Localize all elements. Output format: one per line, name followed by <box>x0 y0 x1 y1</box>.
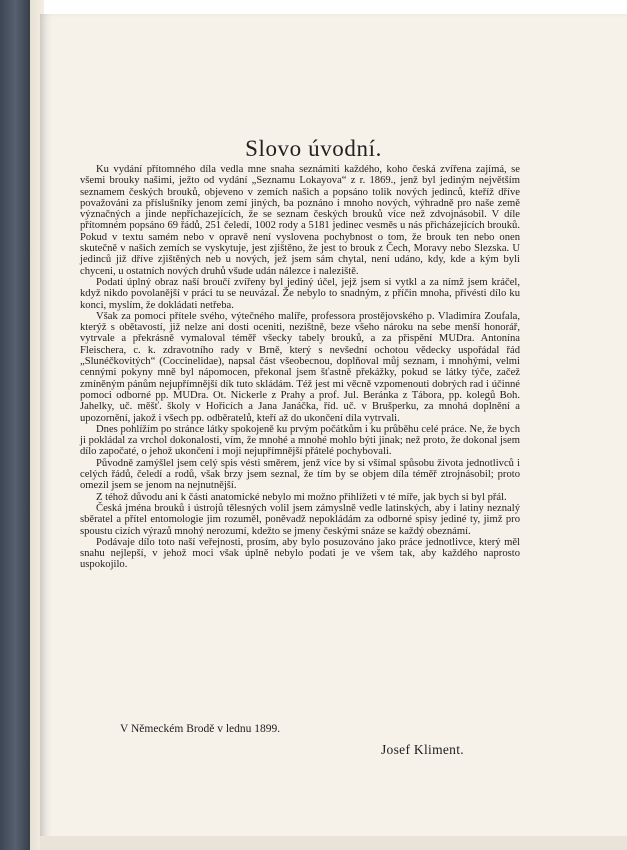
paragraph: Ku vydání přítomného díla vedla mne snaha seznámiti každého, koho česká zvířena zajímá, se všemi brouky našimi, ježto od vydání „Seznamu Lokayova“ z r. 1869., jenž byl jediným největším seznamem českých brouků, objeveno v zemích našich a popsáno tolik nových jedinců, kteříž dříve považováni za příslušníky jenom zemí jiných, ba poznáno i mnoho nových, výhradně pro naše země význačných a jinde nepříchazejících, že se seznam českých brouků více než zdvojnásobil. V díle přítomném popsáno 69 řádů, 251 čeledí, 1002 rody a 5181 jedinec vesměs u nás přicházejících brouků. Pokud v textu samém nebo v opravě není vyslovena pochybnost o tom, že brouk ten nebo onen skutečně v našich zemích se vyskytuje, jest zjištěno, že jest to brouk z Čech, Moravy nebo Slezska. U jedinců již dříve zjištěných neb u nových, jež jsem sám chytal, není udáno, kdy, kde a kým byli chyceni, u ostatních nových druhů všude udán nálezce i naleziště. <box>80 164 520 277</box>
place-and-date: V Německém Brodě v lednu 1899. <box>120 723 281 735</box>
paragraph: Podati úplný obraz naší broučí zvířeny byl jediný účel, jejž jsem si vytkl a za nímž jsem kráčel, když nikdo povolanější v práci tu se neuvázal. Že nebylo to snadným, z příčin mnoha, přivésti dílo ku konci, myslím, že dokládati netřeba. <box>80 276 520 311</box>
paragraph: Z téhož důvodu ani k části anatomické nebylo mi možno přihlížeti v té míře, jak bych si byl přál. <box>96 491 507 503</box>
paragraph: Původně zamýšlel jsem celý spis vésti směrem, jenž více by si všímal spůsobu života jednotlivců i celých řádů, čeledí a rodů, však brzy jsem seznal, že tím by se objem díla téměř ztrojnásobil; proto omezil jsem se jenom na nejnutnější. <box>80 457 520 492</box>
book-spine <box>0 0 34 850</box>
page-title: Slovo úvodní. <box>245 136 382 161</box>
preface-body <box>80 164 520 571</box>
paragraph: Česká jména brouků i ústrojů tělesných volil jsem zámyslně vedle latinských, aby i latiny neznalý sběratel a přítel entomologie jim rozuměl, poněvadž nepokládám za odborné spisy jediné ty, jimž pro spoustu cizích výrazů mnohý nerozumí, kdežto se jmeny českými snáze se každý obeznámí. <box>80 502 520 537</box>
author-signature: Josef Kliment. <box>381 742 464 757</box>
page-lower-edge <box>40 836 627 850</box>
paragraph: Však za pomoci přítele svého, výtečného malíře, professora prostějovského p. Vladimíra Zoufala, kterýž s obětavostí, již nelze ani dosti oceniti, nezištně, beze všeho nároku na sebe menší honorář, vytrvale a překrásně vymaloval téměř všecky tabely brouků, a za přispění MUDra. Antonína Fleischera, c. k. zdravotního rady v Brně, který s nevšední ochotou vědecky uspořádal řád „Slunéčkovitých“ (Coccinelidae), napsal část všeobecnou, doplňoval můj seznam, i mnohými, velmi cennými pokyny mně byl nápomocen, překonal jsem šťastně překážky, pokud se látky týče, začež zmíněným pánům nejupřímnější dík tuto skládám. Též jest mi věcně vzpomenouti dobrých rad i účinné pomoci odborné pp. MUDra. Ot. Nickerle z Prahy a prof. Jul. Beránka z Tábora, pp. kolegů Boh. Jahelky, uč. měšť. školy v Hořicích a Jana Janáčka, říd. uč. v Brušperku, za mnohá doplnění a upozornění, jakož i všech pp. odběratelů, kteří až do ukončení díla vytrvali. <box>80 310 520 424</box>
paragraph: Podávaje dílo toto naší veřejnosti, prosím, aby bylo posuzováno jako práce jednotlivce, který měl snahu nejlepší, v jehož moci však úplně nebylo podati je ve všem tak, aby každého naprosto uspokojilo. <box>80 536 520 571</box>
paragraph: Dnes pohlížím po stránce látky spokojeně ku prvým počátkům i ku průběhu celé práce. Ne, že bych ji pokládal za vrchol dokonalosti, vím, že mnohé a mnohé mohlo býti jinak; než proto, že dokonal jsem dílo započaté, o jehož ukončení i moji nejupřímnější přátelé pochybovali. <box>80 423 520 458</box>
